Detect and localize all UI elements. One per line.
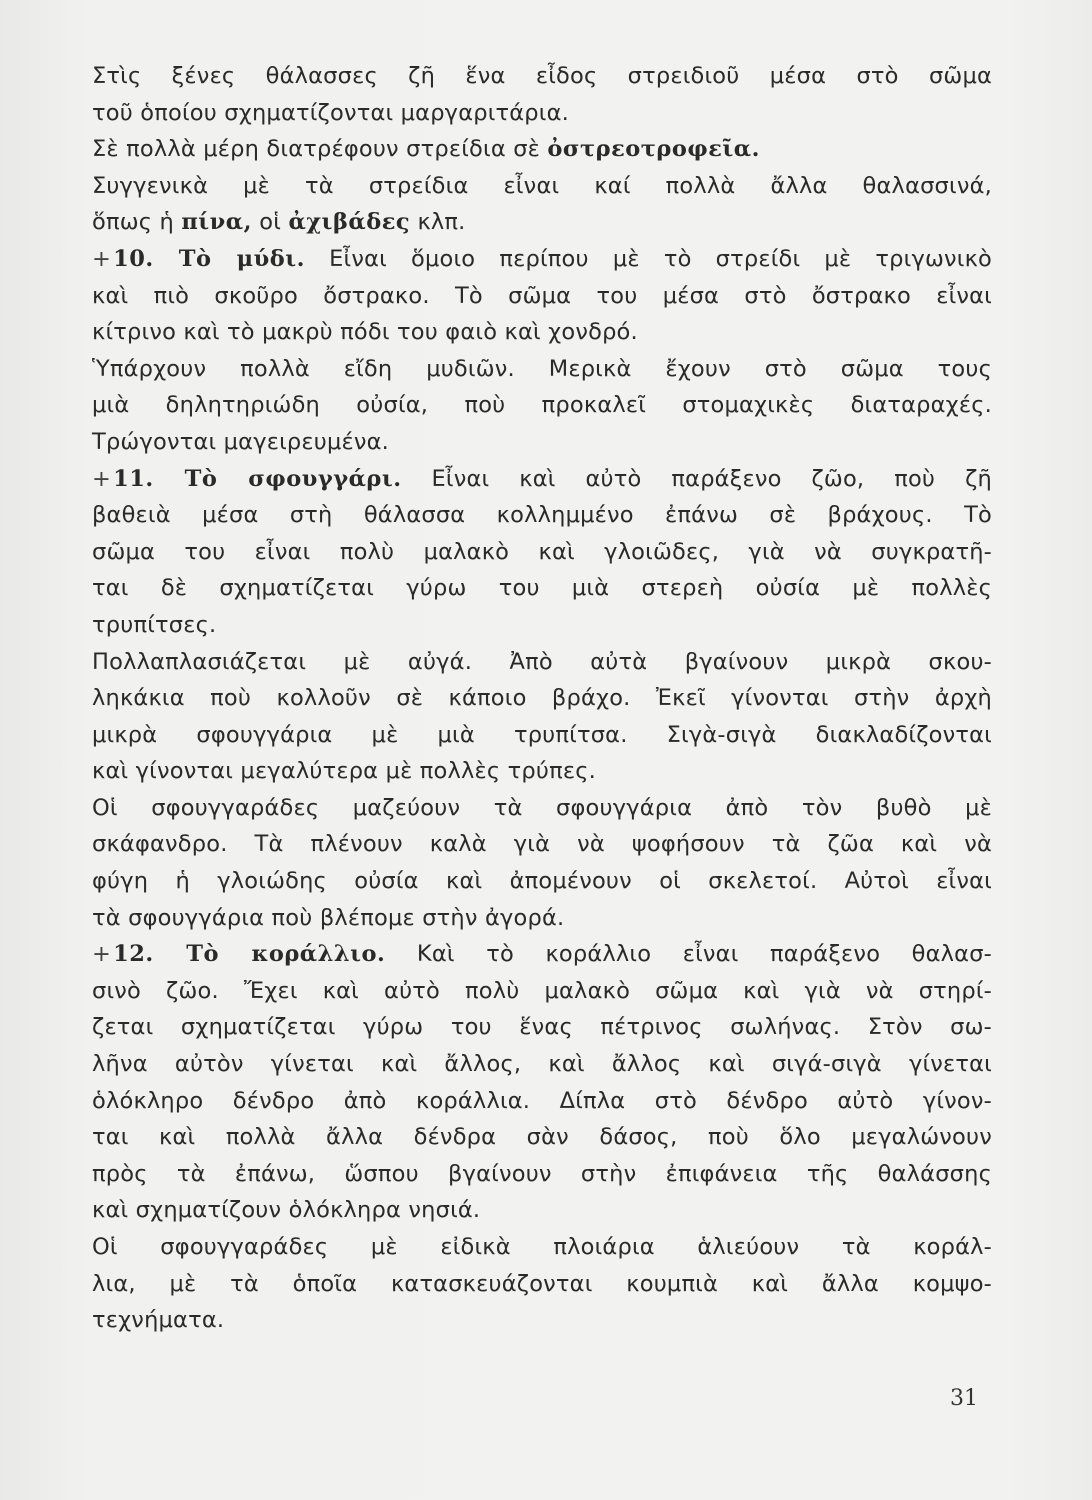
text-run: ληκάκια ποὺ κολλοῦν σὲ κάποιο βράχο. Ἐκεῖ γίνονται στὴν ἀρχὴ	[92, 685, 992, 712]
text-line	[92, 826, 992, 863]
text-run: τρυπίτσες.	[92, 611, 217, 638]
text-line	[92, 1083, 992, 1120]
text-run: τὰ σφουγγάρια ποὺ βλέπομε στὴν ἀγορά.	[92, 904, 565, 931]
text-run: σῶμα του εἶναι πολὺ μαλακὸ καὶ γλοιῶδες, γιὰ νὰ συγκρατῆ-	[92, 538, 992, 565]
text-line	[92, 1156, 992, 1193]
text-run: Οἱ σφουγγαράδες μαζεύουν τὰ σφουγγάρια ἀπὸ τὸν βυθὸ μὲ	[92, 794, 992, 821]
text-line	[92, 717, 992, 754]
text-line	[92, 131, 992, 168]
section-heading: 11. Τὸ σφουγγάρι.	[113, 465, 402, 492]
text-line	[92, 1192, 992, 1229]
text-run: Τρώγονται μαγειρευμένα.	[92, 428, 389, 455]
text-run: Καὶ τὸ κοράλλιο εἶναι παράξενο θαλασ-	[385, 941, 992, 968]
text-run: Οἱ σφουγγαράδες μὲ εἰδικὰ πλοιάρια ἁλιεύουν τὰ κοράλ-	[92, 1234, 992, 1260]
text-line	[92, 753, 992, 790]
text-run: λια, μὲ τὰ ὁποῖα κατασκευάζονται κουμπιὰ καὶ ἄλλα κομψο-	[92, 1270, 992, 1297]
text-line	[92, 1119, 992, 1156]
text-run: λῆνα αὐτὸν γίνεται καὶ ἄλλος, καὶ ἄλλος καὶ σιγά-σιγὰ γίνεται	[92, 1051, 992, 1078]
text-run: Σὲ πολλὰ μέρη διατρέφουν στρείδια σὲ	[92, 136, 548, 163]
text-line	[92, 900, 992, 937]
text-run: φύγη ἡ γλοιώδης οὐσία καὶ ἀπομένουν οἱ σκελετοί. Αὐτοὶ εἶναι	[92, 868, 992, 895]
section-heading: 10. Τὸ μύδι.	[113, 245, 305, 272]
text-run: καὶ γίνονται μεγαλύτερα μὲ πολλὲς τρύπες.	[92, 758, 596, 785]
text-line	[92, 424, 992, 461]
text-line	[92, 314, 992, 351]
page-number: 31	[950, 1386, 978, 1411]
text-run: Εἶναι ὅμοιο περίπου μὲ τὸ στρείδι μὲ τριγωνικὸ	[304, 245, 993, 272]
text-line	[92, 95, 992, 132]
text-run: ζεται σχηματίζεται γύρω του ἕνας πέτρινος σωλήνας. Στὸν σω-	[92, 1014, 992, 1041]
text-line	[92, 461, 992, 498]
text-line	[92, 1046, 992, 1083]
body-text	[92, 58, 992, 1339]
text-line	[92, 1009, 992, 1046]
text-run: βαθειὰ μέσα στὴ θάλασσα κολλημμένο ἐπάνω σὲ βράχους. Τὸ	[92, 502, 992, 529]
text-run: κλπ.	[410, 209, 466, 236]
section-heading: ὀστρεοτροφεῖα.	[547, 136, 760, 163]
text-run: Εἶναι καὶ αὐτὸ παράξενο ζῶο, ποὺ ζῆ	[401, 465, 992, 492]
text-line	[92, 570, 992, 607]
text-line	[92, 680, 992, 717]
text-line	[92, 863, 992, 900]
text-run: οἱ	[251, 209, 289, 236]
text-line	[92, 204, 992, 241]
text-line	[92, 973, 992, 1010]
text-line	[92, 644, 992, 681]
text-run: μιὰ δηλητηριώδη οὐσία, ποὺ προκαλεῖ στομαχικὲς διαταραχές.	[92, 392, 992, 419]
text-line	[92, 790, 992, 827]
text-run: τοῦ ὁποίου σχηματίζονται μαργαριτάρια.	[92, 99, 569, 126]
text-line	[92, 607, 992, 644]
section-heading: ἀχιβάδες	[288, 209, 411, 236]
text-run: ται καὶ πολλὰ ἄλλα δένδρα σὰν δάσος, ποὺ ὅλο μεγαλώνουν	[92, 1124, 992, 1151]
section-heading: 12. Τὸ κοράλλιο.	[113, 941, 386, 968]
text-line	[92, 241, 992, 278]
text-line	[92, 1229, 992, 1266]
text-run: ται δὲ σχηματίζεται γύρω του μιὰ στερεὴ οὐσία μὲ πολλὲς	[92, 575, 992, 602]
text-line	[92, 497, 992, 534]
text-run: Στὶς ξένες θάλασσες ζῆ ἕνα εἶδος στρειδιοῦ μέσα στὸ σῶμα	[92, 63, 992, 89]
text-run: κίτρινο καὶ τὸ μακρὺ πόδι του φαιὸ καὶ χονδρό.	[92, 319, 638, 346]
text-run: καὶ σχηματίζουν ὁλόκληρα νησιά.	[92, 1197, 481, 1224]
text-run: Ὑπάρχουν πολλὰ εἴδη μυδιῶν. Μερικὰ ἔχουν στὸ σῶμα τους	[92, 355, 992, 382]
text-run: πρὸς τὰ ἐπάνω, ὥσπου βγαίνουν στὴν ἐπιφάνεια τῆς θαλάσσης	[92, 1160, 992, 1187]
text-run: τεχνήματα.	[92, 1307, 225, 1334]
handwritten-cross-mark: +	[92, 245, 112, 272]
text-run: σινὸ ζῶο. Ἔχει καὶ αὐτὸ πολὺ μαλακὸ σῶμα καὶ γιὰ νὰ στηρί-	[92, 977, 992, 1004]
text-run: μικρὰ σφουγγάρια μὲ μιὰ τρυπίτσα. Σιγὰ-σιγὰ διακλαδίζονται	[92, 721, 992, 748]
text-run: Συγγενικὰ μὲ τὰ στρείδια εἶναι καί πολλὰ ἄλλα θαλασσινά,	[92, 172, 992, 199]
text-line	[92, 1266, 992, 1303]
text-line	[92, 168, 992, 205]
text-line	[92, 387, 992, 424]
text-run: σκάφανδρο. Τὰ πλένουν καλὰ γιὰ νὰ ψοφήσουν τὰ ζῶα καὶ νὰ	[92, 831, 992, 858]
handwritten-cross-mark: +	[92, 465, 112, 492]
handwritten-cross-mark: +	[92, 941, 112, 968]
text-run: Πολλαπλασιάζεται μὲ αὐγά. Ἀπὸ αὐτὰ βγαίνουν μικρὰ σκου-	[92, 648, 992, 675]
text-line	[92, 936, 992, 973]
text-line	[92, 58, 992, 95]
text-run: καὶ πιὸ σκοῦρο ὄστρακο. Τὸ σῶμα του μέσα στὸ ὄστρακο εἶναι	[92, 282, 992, 309]
text-run: ὅπως ἡ	[92, 209, 182, 236]
text-line	[92, 1302, 992, 1339]
text-run: ὁλόκληρο δένδρο ἀπὸ κοράλλια. Δίπλα στὸ δένδρο αὐτὸ γίνον-	[92, 1087, 992, 1114]
text-line	[92, 351, 992, 388]
text-line	[92, 278, 992, 315]
section-heading: πίνα,	[181, 209, 252, 236]
text-line	[92, 534, 992, 571]
